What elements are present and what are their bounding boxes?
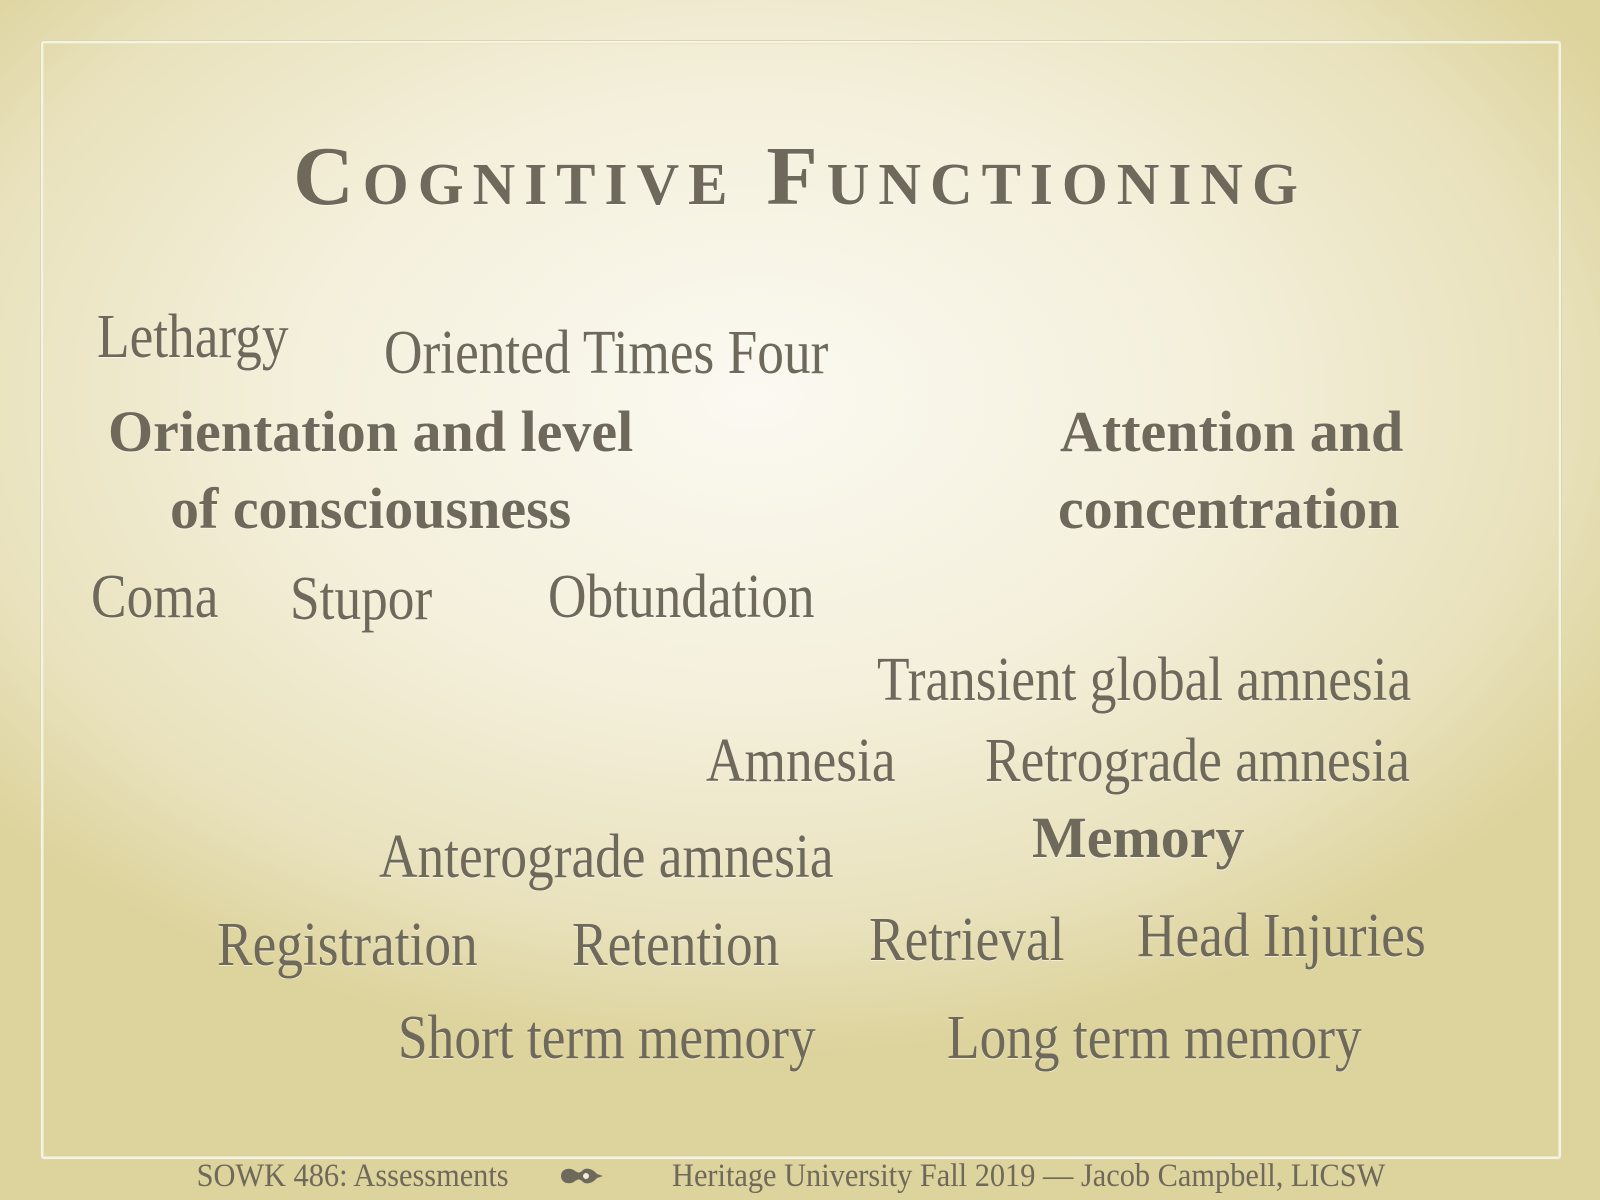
slide-title: Cognitive Functioning <box>293 130 1307 223</box>
term-transient-global-amnesia: Transient global amnesia <box>877 646 1412 714</box>
term-coma: Coma <box>91 563 219 631</box>
term-stupor: Stupor <box>290 565 433 633</box>
footer-course: SOWK 486: Assessments <box>197 1158 510 1194</box>
term-lethargy: Lethargy <box>97 303 289 371</box>
slide-footer <box>0 1158 1600 1195</box>
term-retrieval: Retrieval <box>869 906 1065 974</box>
term-retention: Retention <box>572 911 780 979</box>
term-retrograde-amnesia: Retrograde amnesia <box>985 727 1410 795</box>
term-short-term-memory: Short term memory <box>398 1004 816 1072</box>
term-long-term-memory: Long term memory <box>947 1004 1362 1072</box>
term-obtundation: Obtundation <box>548 563 815 631</box>
term-registration: Registration <box>217 911 478 979</box>
term-anterograde-amnesia: Anterograde amnesia <box>379 823 834 891</box>
category-orientation-line1: Orientation and level <box>108 399 634 464</box>
category-attention-line2: concentration <box>1058 476 1400 541</box>
term-oriented-times-four: Oriented Times Four <box>384 319 829 387</box>
category-attention-line1: Attention and <box>1060 399 1404 464</box>
ornament-fleuron-icon <box>559 1164 605 1188</box>
term-head-injuries: Head Injuries <box>1137 902 1426 970</box>
category-memory: Memory <box>1032 805 1245 870</box>
footer-institution: Heritage University Fall 2019 — Jacob Campbell, LICSW <box>672 1158 1386 1194</box>
term-amnesia: Amnesia <box>706 727 896 795</box>
category-orientation-line2: of consciousness <box>170 476 572 541</box>
